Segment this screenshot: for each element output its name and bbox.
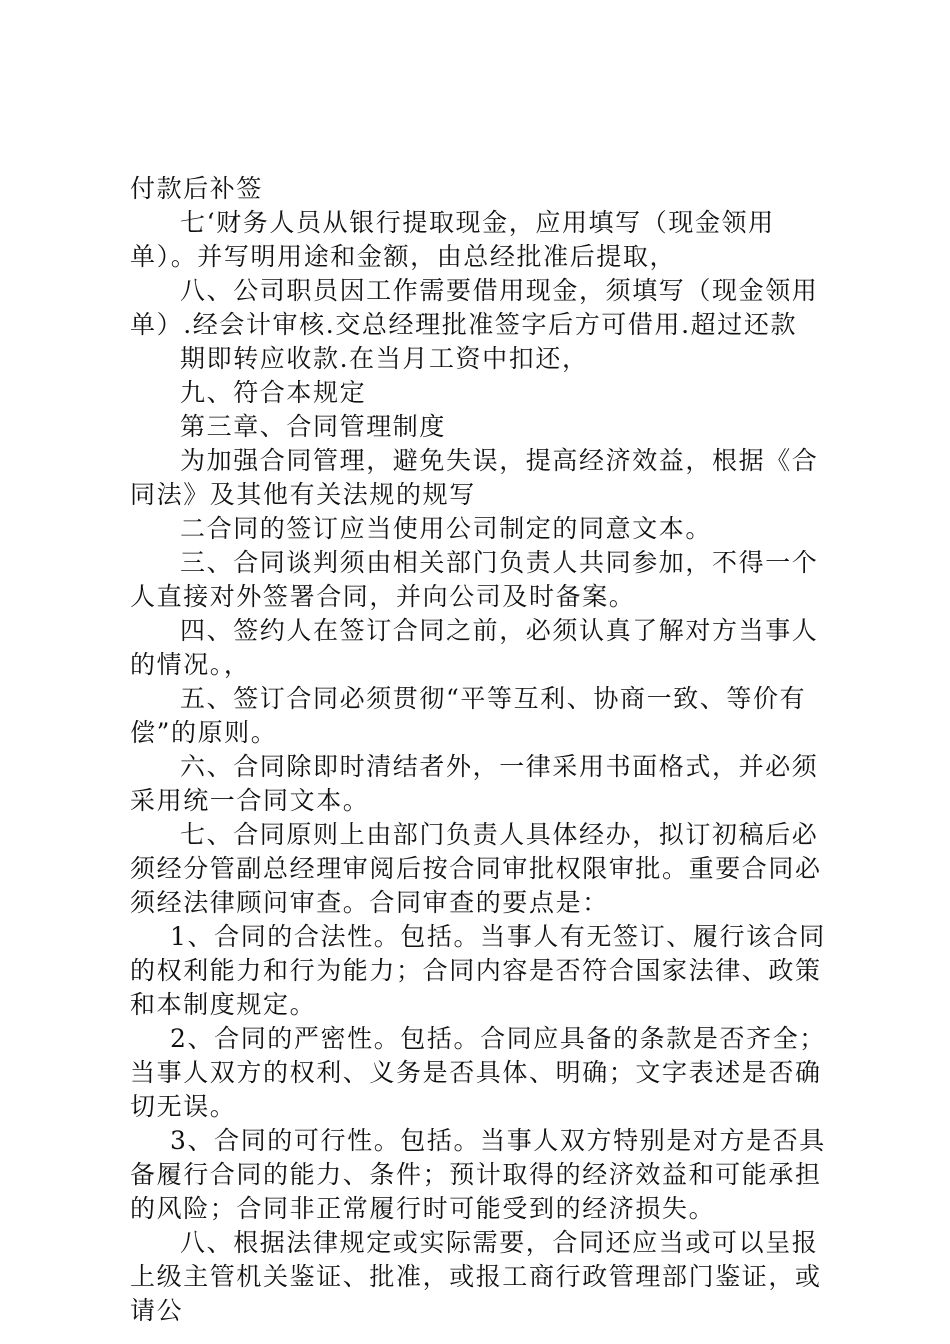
chapter-title: 第三章、合同管理制度 — [180, 412, 447, 441]
paragraph-5: 九、符合本规定 — [180, 378, 367, 407]
paragraph-7: 为加强合同管理，避免失误，提高经济效益，根据《合同法》及其他有关法规的规写 — [130, 446, 819, 509]
paragraph-13: 七、合同原则上由部门负责人具体经办，拟订初稿后必须经分管副总经理审阅后按合同审批权限审批。重要合同必须经法律顾问审查。合同审查的要点是： — [130, 820, 822, 917]
paragraph-10: 四、签约人在签订合同之前，必须认真了解对方当事人的情况。， — [130, 616, 819, 679]
paragraph-4: 期即转应收款.在当月工资中扣还， — [180, 344, 589, 373]
paragraph-3: 八、公司职员因工作需要借用现金，须填写（现金领用单）.经会计审核.交总经理批准签字后方可借用.超过还款 — [130, 276, 819, 339]
document-body — [130, 172, 840, 1328]
paragraph-12: 六、合同除即时清结者外，一律采用书面格式，并必须采用统一合同文本。 — [130, 752, 819, 815]
paragraph-9: 三、合同谈判须由相关部门负责人共同参加，不得一个人直接对外签署合同，并向公司及时备案。 — [130, 548, 819, 611]
paragraph-17: 八、根据法律规定或实际需要，合同还应当或可以呈报上级主管机关鉴证、批准，或报工商行政管理部门鉴证，或请公 — [130, 1228, 822, 1325]
paragraph-14: 1、合同的合法性。包括。当事人有无签订、履行该合同的权利能力和行为能力；合同内容是否符合国家法律、政策和本制度规定。 — [130, 922, 826, 1019]
paragraph-11: 五、签订合同必须贯彻“平等互利、协商一致、等价有偿”的原则。 — [130, 684, 807, 747]
paragraph-15: 2、合同的严密性。包括。合同应具备的条款是否齐全；当事人双方的权利、义务是否具体、明确；文字表述是否确切无误。 — [130, 1024, 826, 1121]
paragraph-1: 付款后补签 — [130, 174, 264, 203]
paragraph-16: 3、合同的可行性。包括。当事人双方特别是对方是否具备履行合同的能力、条件；预计取得的经济效益和可能承担的风险；合同非正常履行时可能受到的经济损失。 — [130, 1126, 826, 1223]
paragraph-2: 七‘财务人员从银行提取现金，应用填写（现金领用单）。并写明用途和金额，由总经批准后提取， — [130, 208, 775, 271]
paragraph-8: 二合同的签订应当使用公司制定的同意文本。 — [180, 514, 713, 543]
